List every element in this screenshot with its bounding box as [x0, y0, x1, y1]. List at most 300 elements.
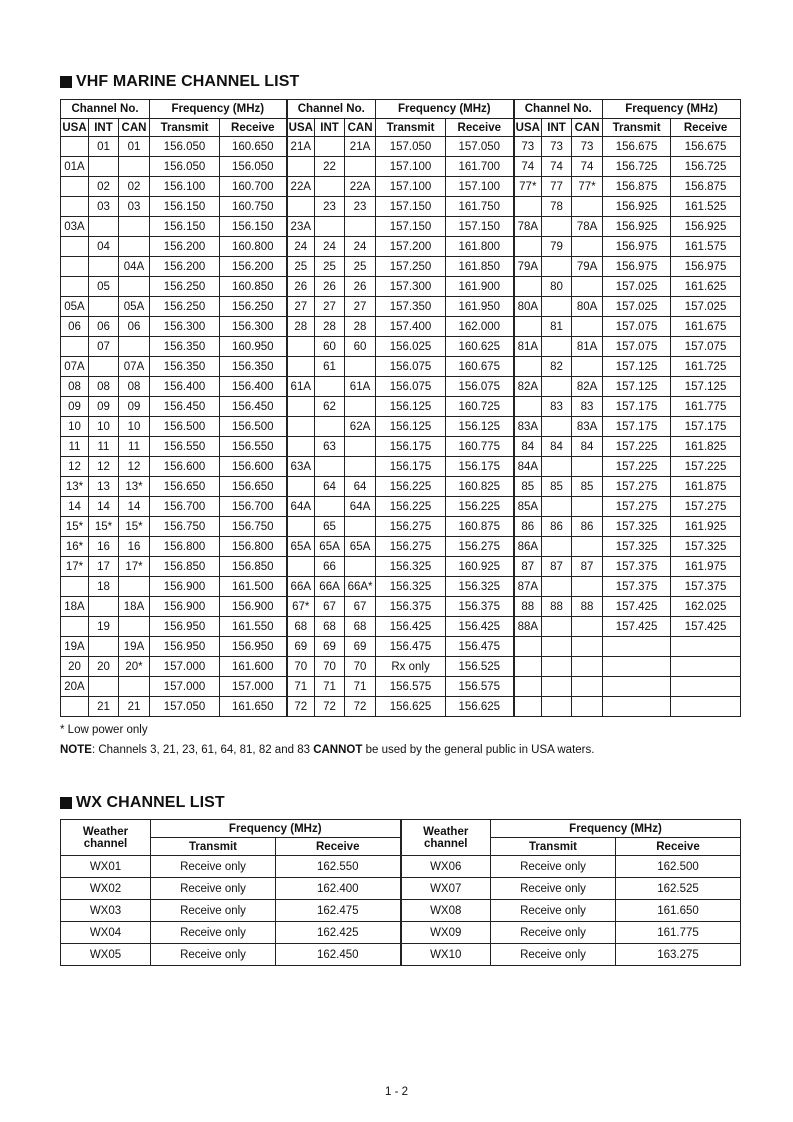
table-cell: 157.100	[376, 157, 446, 177]
table-cell: 80A	[514, 297, 542, 317]
table-cell: 156.850	[150, 557, 220, 577]
table-cell: Receive only	[491, 878, 616, 900]
table-cell: 69	[287, 637, 315, 657]
table-cell: 156.350	[150, 337, 220, 357]
table-cell: 161.750	[446, 197, 514, 217]
table-row	[61, 137, 741, 157]
table-cell: 162.425	[276, 922, 401, 944]
table-cell: 156.575	[446, 677, 514, 697]
table-cell: 157.050	[376, 137, 446, 157]
table-cell	[315, 497, 345, 517]
table-cell: 156.900	[150, 577, 220, 597]
table-cell: 160.800	[220, 237, 287, 257]
table-cell: 64	[345, 477, 376, 497]
receive-header: Receive	[220, 119, 287, 137]
table-cell: 157.050	[446, 137, 514, 157]
table-cell: 17*	[61, 557, 89, 577]
table-row	[61, 637, 741, 657]
table-cell: 156.800	[220, 537, 287, 557]
table-row	[61, 856, 741, 878]
table-cell: 81A	[572, 337, 603, 357]
table-cell: 12	[119, 457, 150, 477]
receive-header: Receive	[446, 119, 514, 137]
table-cell	[287, 357, 315, 377]
table-cell: 156.625	[446, 697, 514, 717]
table-cell	[345, 517, 376, 537]
table-cell: 20	[89, 657, 119, 677]
table-cell: 13	[89, 477, 119, 497]
table-cell: 05A	[61, 297, 89, 317]
wx-table-body	[61, 856, 741, 966]
table-cell: 61A	[287, 377, 315, 397]
table-cell: 156.175	[446, 457, 514, 477]
table-cell: 70	[287, 657, 315, 677]
usage-note	[60, 744, 594, 756]
table-row	[61, 497, 741, 517]
table-cell: 156.750	[220, 517, 287, 537]
table-cell: 19	[89, 617, 119, 637]
table-cell: 85	[514, 477, 542, 497]
table-cell	[572, 697, 603, 717]
table-cell: 157.325	[671, 537, 741, 557]
table-cell: 10	[61, 417, 89, 437]
table-cell	[119, 277, 150, 297]
table-cell: 07	[89, 337, 119, 357]
table-cell: WX04	[61, 922, 151, 944]
table-cell: 28	[345, 317, 376, 337]
table-cell	[572, 677, 603, 697]
table-cell: WX09	[401, 922, 491, 944]
table-cell: 161.900	[446, 277, 514, 297]
table-cell: 11	[89, 437, 119, 457]
table-cell: 04A	[119, 257, 150, 277]
table-cell	[542, 337, 572, 357]
weather-header-line1: Weather	[423, 825, 469, 838]
table-cell: 86	[572, 517, 603, 537]
table-cell: 156.125	[376, 397, 446, 417]
table-cell	[89, 637, 119, 657]
table-cell	[542, 377, 572, 397]
table-cell: 61	[315, 357, 345, 377]
table-row	[61, 437, 741, 457]
table-cell: 87	[514, 557, 542, 577]
table-cell	[572, 197, 603, 217]
table-cell: 84	[514, 437, 542, 457]
note-text-a: : Channels 3, 21, 23, 61, 64, 81, 82 and 83	[91, 744, 314, 756]
table-cell	[61, 697, 89, 717]
table-cell	[119, 337, 150, 357]
transmit-header: Transmit	[150, 119, 220, 137]
table-cell: 12	[61, 457, 89, 477]
table-cell: 160.775	[446, 437, 514, 457]
table-row	[61, 577, 741, 597]
table-cell: 157.000	[220, 677, 287, 697]
table-cell: 02	[89, 177, 119, 197]
table-cell	[119, 577, 150, 597]
table-row	[61, 878, 741, 900]
table-row	[61, 177, 741, 197]
table-cell: 62A	[345, 417, 376, 437]
table-cell	[89, 677, 119, 697]
table-cell: 157.175	[671, 417, 741, 437]
table-cell	[542, 657, 572, 677]
table-cell: 161.525	[671, 197, 741, 217]
table-cell: 156.325	[446, 577, 514, 597]
wx-title-text: WX CHANNEL LIST	[76, 794, 225, 811]
table-cell: 74	[572, 157, 603, 177]
table-cell: 157.225	[603, 457, 671, 477]
table-cell: 09	[119, 397, 150, 417]
table-cell: 157.425	[671, 617, 741, 637]
table-cell: 82A	[514, 377, 542, 397]
table-cell	[514, 397, 542, 417]
table-cell: 157.000	[150, 657, 220, 677]
table-cell	[671, 637, 741, 657]
table-cell: 25	[315, 257, 345, 277]
table-cell: 161.650	[616, 900, 741, 922]
table-cell	[315, 377, 345, 397]
table-row	[61, 257, 741, 277]
table-cell: 63	[315, 437, 345, 457]
table-cell	[542, 297, 572, 317]
table-cell: 156.225	[376, 477, 446, 497]
table-cell	[345, 557, 376, 577]
table-cell: 25	[345, 257, 376, 277]
table-cell: 156.900	[150, 597, 220, 617]
table-cell: WX10	[401, 944, 491, 966]
table-cell: 157.300	[376, 277, 446, 297]
table-cell: 156.950	[150, 617, 220, 637]
table-cell	[514, 237, 542, 257]
table-cell: 78A	[514, 217, 542, 237]
table-cell: 07A	[119, 357, 150, 377]
table-cell: 77*	[572, 177, 603, 197]
table-cell: 156.750	[150, 517, 220, 537]
table-cell: 10	[119, 417, 150, 437]
table-cell: 156.700	[150, 497, 220, 517]
table-cell: 88A	[514, 617, 542, 637]
table-row	[61, 217, 741, 237]
table-cell: 156.175	[376, 437, 446, 457]
table-cell: 161.775	[671, 397, 741, 417]
table-cell	[119, 677, 150, 697]
table-cell: 156.425	[376, 617, 446, 637]
table-cell: 16	[119, 537, 150, 557]
table-cell: 156.550	[150, 437, 220, 457]
can-header: CAN	[572, 119, 603, 137]
can-header: CAN	[345, 119, 376, 137]
table-cell: 26	[287, 277, 315, 297]
table-cell: 26	[345, 277, 376, 297]
table-cell: 24	[287, 237, 315, 257]
receive-header: Receive	[671, 119, 741, 137]
table-cell: 162.450	[276, 944, 401, 966]
wx-channel-table	[60, 819, 741, 966]
table-cell	[89, 297, 119, 317]
table-cell	[671, 677, 741, 697]
table-cell: Receive only	[491, 922, 616, 944]
table-cell: 72	[287, 697, 315, 717]
table-cell: 157.425	[603, 597, 671, 617]
low-power-footnote: * Low power only	[60, 724, 148, 736]
table-cell	[61, 257, 89, 277]
table-row	[61, 417, 741, 437]
table-cell: 02	[119, 177, 150, 197]
table-cell: 157.425	[603, 617, 671, 637]
table-cell: 156.675	[671, 137, 741, 157]
table-cell: 161.700	[446, 157, 514, 177]
table-cell: 161.825	[671, 437, 741, 457]
weather-header-line2: channel	[83, 837, 128, 850]
table-cell: 81A	[514, 337, 542, 357]
page-number: 1 - 2	[384, 1086, 408, 1098]
table-cell: 156.200	[150, 257, 220, 277]
table-cell: 156.975	[603, 257, 671, 277]
table-cell: 156.200	[220, 257, 287, 277]
table-cell	[671, 657, 741, 677]
table-cell: 79A	[514, 257, 542, 277]
table-cell: 68	[345, 617, 376, 637]
table-cell: 156.275	[446, 537, 514, 557]
table-cell: 72	[345, 697, 376, 717]
usa-header: USA	[514, 119, 542, 137]
table-cell: 162.500	[616, 856, 741, 878]
table-cell: Receive only	[491, 944, 616, 966]
table-cell	[572, 657, 603, 677]
table-row	[61, 397, 741, 417]
table-cell: 14	[61, 497, 89, 517]
table-cell	[61, 237, 89, 257]
frequency-header-1: Frequency (MHz)	[150, 100, 287, 119]
table-cell: 14	[89, 497, 119, 517]
table-cell: 157.100	[446, 177, 514, 197]
table-cell	[572, 457, 603, 477]
table-cell: 157.275	[603, 497, 671, 517]
table-cell: 156.250	[150, 277, 220, 297]
table-cell: 80	[542, 277, 572, 297]
table-cell: Receive only	[151, 878, 276, 900]
table-cell	[542, 417, 572, 437]
table-cell: 20	[61, 657, 89, 677]
table-cell	[572, 537, 603, 557]
table-row	[61, 357, 741, 377]
table-cell: 26	[315, 277, 345, 297]
table-cell	[603, 637, 671, 657]
usa-header: USA	[287, 119, 315, 137]
table-cell	[61, 617, 89, 637]
table-cell: 162.400	[276, 878, 401, 900]
table-cell	[572, 317, 603, 337]
table-cell: 156.800	[150, 537, 220, 557]
table-cell: 157.175	[603, 417, 671, 437]
table-cell: 70	[345, 657, 376, 677]
table-cell: 161.500	[220, 577, 287, 597]
table-cell: 11	[61, 437, 89, 457]
table-cell: 160.625	[446, 337, 514, 357]
table-cell: 157.275	[603, 477, 671, 497]
table-cell: 15*	[119, 517, 150, 537]
table-cell: 65A	[287, 537, 315, 557]
table-cell	[287, 417, 315, 437]
table-cell: 77	[542, 177, 572, 197]
table-row	[61, 317, 741, 337]
table-cell: 27	[345, 297, 376, 317]
square-bullet-icon	[60, 797, 72, 809]
table-cell: 156.150	[150, 217, 220, 237]
table-cell: 157.025	[671, 297, 741, 317]
table-cell: 156.150	[220, 217, 287, 237]
table-cell: 157.025	[603, 297, 671, 317]
table-row	[61, 900, 741, 922]
table-cell	[287, 197, 315, 217]
table-cell: 84A	[514, 457, 542, 477]
table-cell: 161.875	[671, 477, 741, 497]
table-cell: 157.325	[603, 537, 671, 557]
table-cell: 156.025	[376, 337, 446, 357]
table-cell	[514, 197, 542, 217]
table-cell: 79	[542, 237, 572, 257]
table-cell	[287, 557, 315, 577]
table-cell: 01	[89, 137, 119, 157]
table-row	[61, 697, 741, 717]
table-cell: 09	[89, 397, 119, 417]
table-cell: 68	[315, 617, 345, 637]
table-cell: 157.225	[671, 457, 741, 477]
table-cell: 156.425	[446, 617, 514, 637]
table-cell: 156.925	[671, 217, 741, 237]
table-cell	[345, 357, 376, 377]
table-cell: 67	[315, 597, 345, 617]
table-cell: 21A	[287, 137, 315, 157]
table-cell: 156.325	[376, 577, 446, 597]
table-cell: 60	[345, 337, 376, 357]
table-cell: 157.275	[671, 497, 741, 517]
table-cell: 88	[572, 597, 603, 617]
table-cell: 21	[89, 697, 119, 717]
table-cell: 87A	[514, 577, 542, 597]
vhf-table-body	[61, 137, 741, 717]
table-cell: WX08	[401, 900, 491, 922]
table-cell: 156.500	[220, 417, 287, 437]
table-cell	[542, 637, 572, 657]
table-cell: 157.150	[376, 197, 446, 217]
table-cell: 157.025	[603, 277, 671, 297]
table-row	[61, 477, 741, 497]
table-cell: WX03	[61, 900, 151, 922]
channel-no-header-3: Channel No.	[514, 100, 603, 119]
table-cell: 156.300	[220, 317, 287, 337]
table-cell: 85	[572, 477, 603, 497]
table-cell	[514, 697, 542, 717]
table-cell: 156.300	[150, 317, 220, 337]
table-cell	[61, 577, 89, 597]
table-cell: 20*	[119, 657, 150, 677]
frequency-header-2: Frequency (MHz)	[376, 100, 514, 119]
table-row	[61, 457, 741, 477]
table-row	[61, 617, 741, 637]
table-cell: 28	[287, 317, 315, 337]
table-cell: 72	[315, 697, 345, 717]
table-cell: 160.725	[446, 397, 514, 417]
table-cell: 04	[89, 237, 119, 257]
table-cell	[542, 577, 572, 597]
table-cell	[119, 237, 150, 257]
table-row	[61, 237, 741, 257]
vhf-title-text: VHF MARINE CHANNEL LIST	[76, 73, 300, 90]
int-header: INT	[315, 119, 345, 137]
table-cell: 73	[572, 137, 603, 157]
table-row	[61, 597, 741, 617]
table-cell: 156.925	[603, 217, 671, 237]
table-cell: 156.125	[446, 417, 514, 437]
table-cell: 85	[542, 477, 572, 497]
table-cell: 157.200	[376, 237, 446, 257]
table-cell: 27	[315, 297, 345, 317]
table-cell	[119, 617, 150, 637]
wx-section-title	[60, 794, 225, 812]
table-cell	[514, 277, 542, 297]
table-cell: 157.075	[671, 337, 741, 357]
table-cell: 156.700	[220, 497, 287, 517]
table-cell: 161.925	[671, 517, 741, 537]
table-cell: 162.475	[276, 900, 401, 922]
table-cell: 09	[61, 397, 89, 417]
table-cell	[671, 697, 741, 717]
table-cell: 03A	[61, 217, 89, 237]
table-cell: 157.125	[671, 377, 741, 397]
wx-transmit-header: Transmit	[151, 838, 276, 856]
table-cell: 156.900	[220, 597, 287, 617]
table-cell: 156.225	[446, 497, 514, 517]
table-cell: 156.275	[376, 517, 446, 537]
table-cell: 23A	[287, 217, 315, 237]
table-cell: 160.750	[220, 197, 287, 217]
table-cell: 157.050	[150, 697, 220, 717]
table-cell: 156.075	[376, 377, 446, 397]
table-cell: 83A	[514, 417, 542, 437]
table-row	[61, 557, 741, 577]
table-cell: 24	[345, 237, 376, 257]
table-cell: 88	[514, 597, 542, 617]
table-cell: 77*	[514, 177, 542, 197]
table-cell: 68	[287, 617, 315, 637]
table-cell: 156.350	[220, 357, 287, 377]
square-bullet-icon	[60, 76, 72, 88]
table-cell: 161.600	[220, 657, 287, 677]
table-cell: 18	[89, 577, 119, 597]
table-cell: 66A*	[345, 577, 376, 597]
table-cell: 157.100	[376, 177, 446, 197]
table-cell: 156.150	[150, 197, 220, 217]
table-cell: 25	[287, 257, 315, 277]
table-cell	[514, 677, 542, 697]
table-cell	[542, 257, 572, 277]
table-cell: 156.950	[150, 637, 220, 657]
table-cell	[61, 277, 89, 297]
table-cell: 156.950	[220, 637, 287, 657]
table-cell: 84	[542, 437, 572, 457]
table-cell: 156.975	[671, 257, 741, 277]
table-cell	[514, 357, 542, 377]
table-cell: 08	[61, 377, 89, 397]
int-header: INT	[542, 119, 572, 137]
table-cell	[345, 217, 376, 237]
table-cell: 16*	[61, 537, 89, 557]
table-cell: 157.150	[376, 217, 446, 237]
table-cell: 157.325	[603, 517, 671, 537]
table-cell: 160.675	[446, 357, 514, 377]
table-cell: 157.350	[376, 297, 446, 317]
